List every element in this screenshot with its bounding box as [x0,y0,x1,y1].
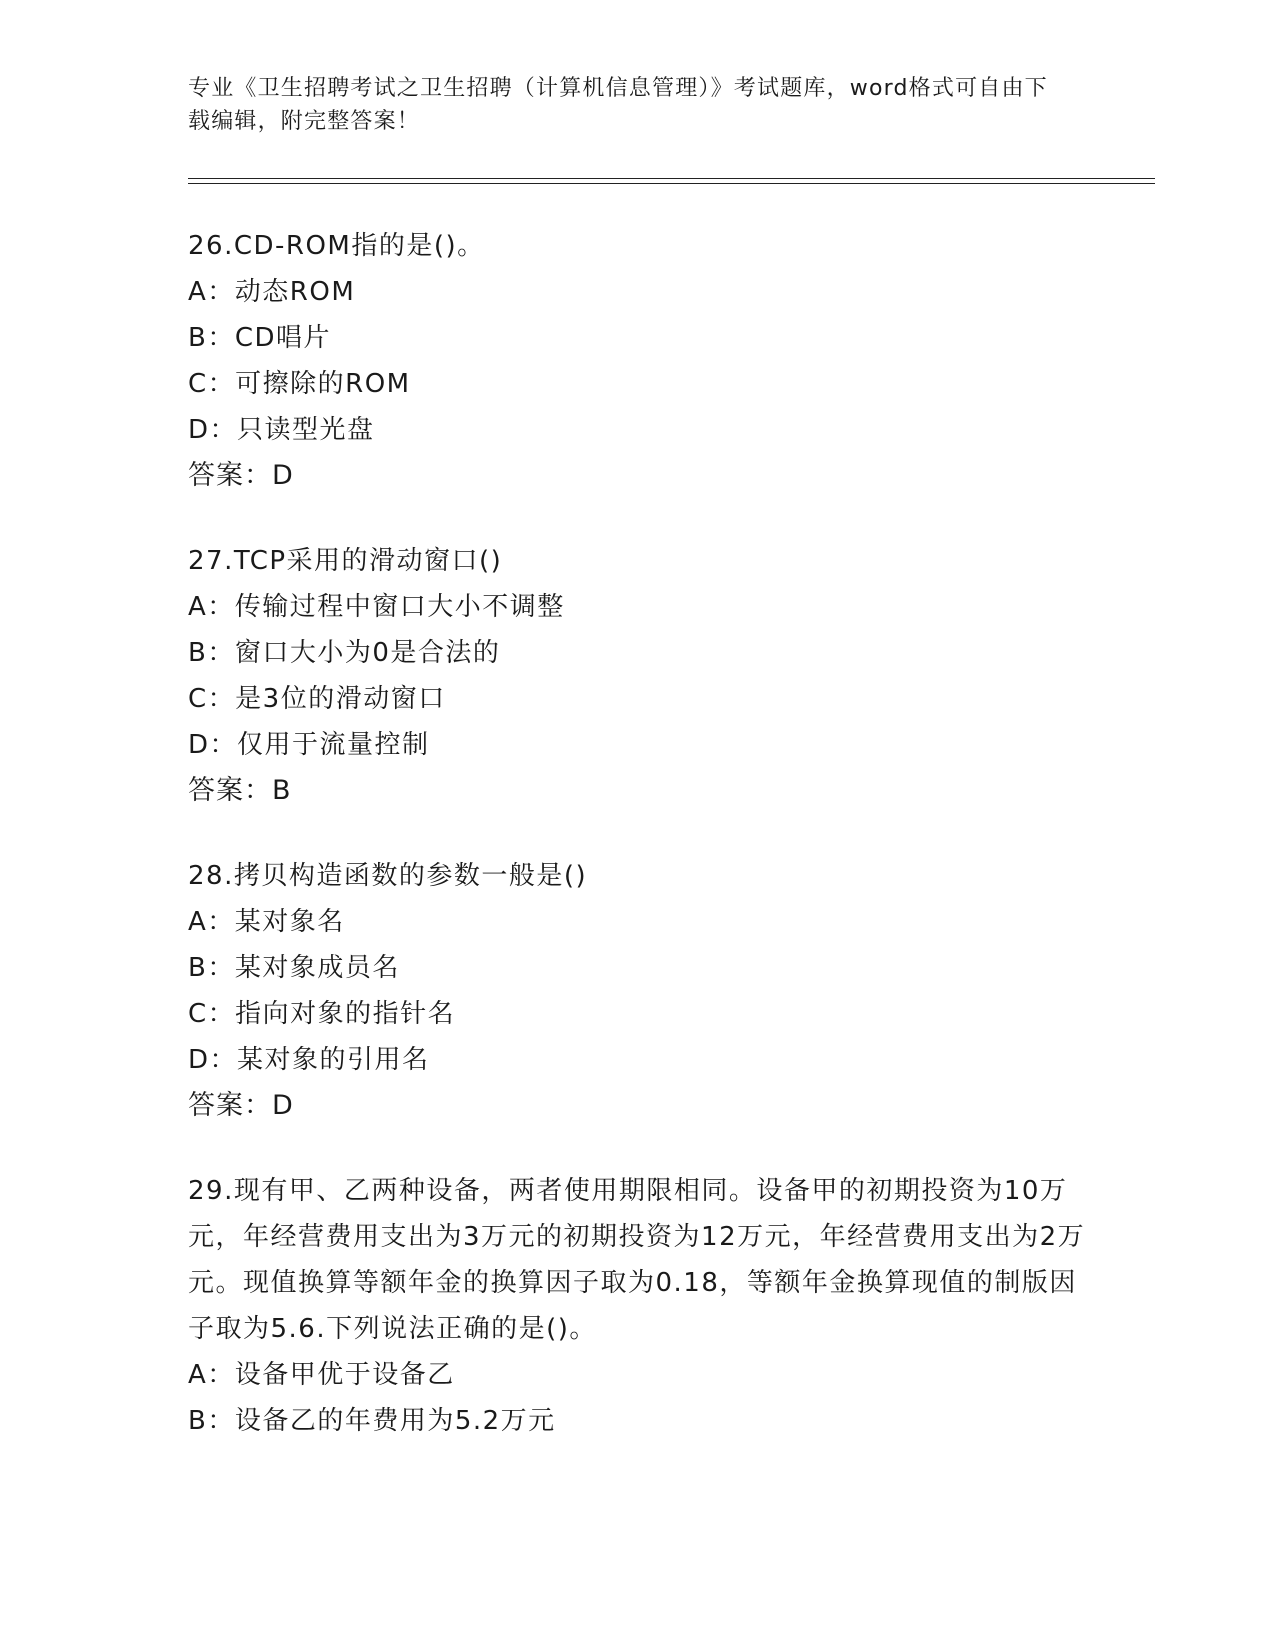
option-c: C：指向对象的指针名 [188,999,456,1029]
question-stem: 27.TCP采用的滑动窗口() [188,546,503,576]
option-c: C：可擦除的ROM [188,369,411,399]
question-29 [188,1168,1088,1444]
question-stem: 26.CD-ROM指的是()。 [188,231,485,261]
option-d: D：只读型光盘 [188,415,375,445]
option-a: A：设备甲优于设备乙 [188,1360,455,1390]
question-27 [188,538,1088,814]
option-a: A：传输过程中窗口大小不调整 [188,592,565,622]
document-header: 专业《卫生招聘考试之卫生招聘（计算机信息管理）》考试题库，word格式可自由下载编辑，附完整答案！ [188,76,1048,134]
option-d: D：仅用于流量控制 [188,730,430,760]
answer-label: 答案：D [188,460,294,491]
option-a: A：某对象名 [188,907,345,937]
answer-label: 答案：B [188,775,292,806]
answer-label: 答案：D [188,1090,294,1121]
question-28 [188,853,1088,1129]
option-d: D：某对象的引用名 [188,1045,430,1075]
question-stem: 29.现有甲、乙两种设备，两者使用期限相同。设备甲的初期投资为10万元，年经营费用支出为3万元的初期投资为12万元，年经营费用支出为2万元。现值换算等额年金的换算因子取为0.18，等额年金换算现值的制版因子取为5.6.下列说法正确的是()。 [188,1176,1086,1344]
option-b: B：CD唱片 [188,323,332,353]
question-stem: 28.拷贝构造函数的参数一般是() [188,861,588,891]
option-a: A：动态ROM [188,277,356,307]
option-b: B：某对象成员名 [188,953,400,983]
header-rule-bottom [188,183,1155,184]
option-b: B：设备乙的年费用为5.2万元 [188,1406,556,1436]
question-26 [188,223,1088,499]
option-b: B：窗口大小为0是合法的 [188,638,501,668]
option-c: C：是3位的滑动窗口 [188,684,446,714]
header-rule-top [188,178,1155,179]
